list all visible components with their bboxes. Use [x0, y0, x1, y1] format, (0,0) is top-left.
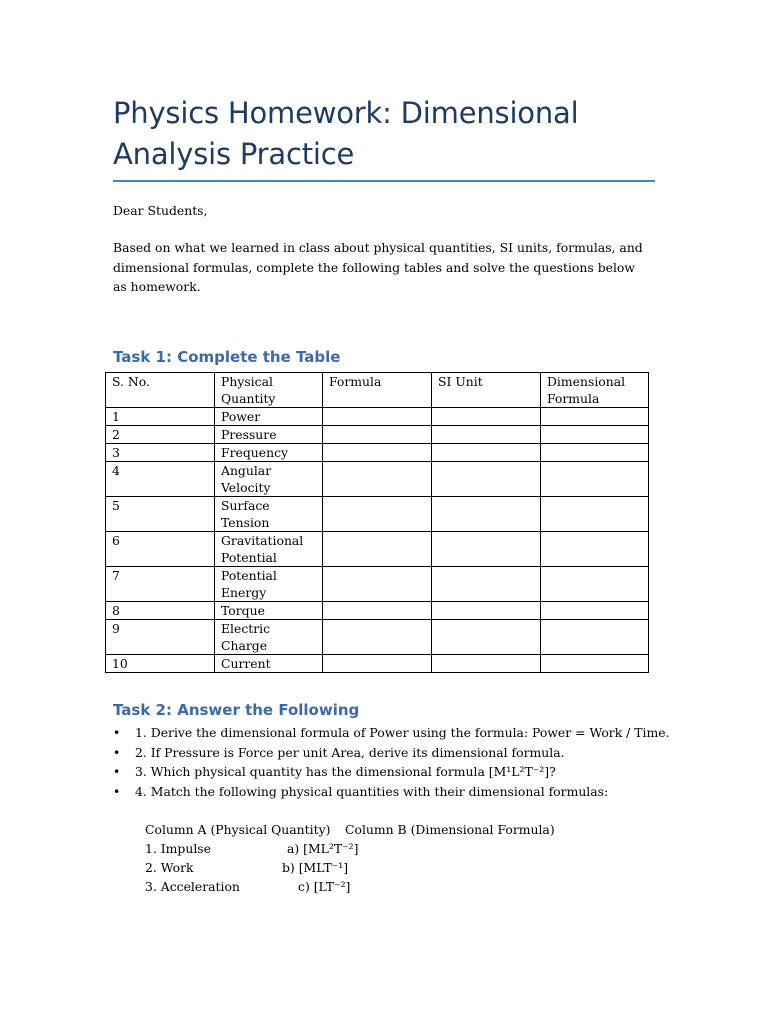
- cell-formula-blank[interactable]: [323, 497, 432, 532]
- column-a-item: 3. Acceleration: [145, 879, 240, 894]
- cell-quantity: Electric Charge: [215, 620, 323, 655]
- cell-sno: 1: [106, 408, 215, 426]
- cell-si-unit-blank[interactable]: [432, 620, 541, 655]
- col-header-quantity: Physical Quantity: [215, 373, 323, 408]
- task1-heading: Task 1: Complete the Table: [113, 348, 341, 366]
- col-header-si-unit: SI Unit: [432, 373, 541, 408]
- cell-quantity: Frequency: [215, 444, 323, 462]
- bullet-icon: •: [113, 783, 121, 799]
- table-row: [106, 444, 649, 462]
- cell-formula-blank[interactable]: [323, 462, 432, 497]
- cell-sno: 6: [106, 532, 215, 567]
- list-item: [113, 723, 670, 743]
- cell-dimension-blank[interactable]: [541, 426, 649, 444]
- cell-sno: 2: [106, 426, 215, 444]
- cell-quantity: Angular Velocity: [215, 462, 323, 497]
- column-b-item: a) [ML²T⁻²]: [287, 841, 359, 856]
- intro-paragraph: Based on what we learned in class about physical quantities, SI units, formulas, and dimensional formulas, complete the following tables and solve the questions below as homework.: [113, 240, 643, 294]
- cell-quantity: Gravitational Potential: [215, 532, 323, 567]
- column-a-item: 2. Work: [145, 860, 194, 875]
- cell-quantity: Current: [215, 655, 323, 673]
- cell-quantity: Potential Energy: [215, 567, 323, 602]
- cell-sno: 9: [106, 620, 215, 655]
- task2-heading: Task 2: Answer the Following: [113, 701, 360, 719]
- table-header-row: [106, 373, 649, 408]
- cell-si-unit-blank[interactable]: [432, 567, 541, 602]
- cell-sno: 7: [106, 567, 215, 602]
- cell-dimension-blank[interactable]: [541, 497, 649, 532]
- cell-dimension-blank[interactable]: [541, 444, 649, 462]
- cell-si-unit-blank[interactable]: [432, 444, 541, 462]
- column-b-item: b) [MLT⁻¹]: [282, 860, 349, 875]
- cell-sno: 8: [106, 602, 215, 620]
- cell-si-unit-blank[interactable]: [432, 655, 541, 673]
- cell-formula-blank[interactable]: [323, 408, 432, 426]
- cell-sno: 5: [106, 497, 215, 532]
- title-underline: [113, 180, 655, 182]
- table-row: [106, 532, 649, 567]
- cell-dimension-blank[interactable]: [541, 408, 649, 426]
- bullet-icon: •: [113, 744, 121, 760]
- list-item: [113, 782, 670, 802]
- cell-quantity: Power: [215, 408, 323, 426]
- col-header-dimensional-formula: Dimensional Formula: [541, 373, 649, 408]
- bullet-icon: •: [113, 764, 121, 779]
- table-row: [106, 462, 649, 497]
- cell-formula-blank[interactable]: [323, 426, 432, 444]
- question-text: 3. Which physical quantity has the dimensional formula [M¹L²T⁻²]?: [135, 764, 556, 779]
- question-text: 2. If Pressure is Force per unit Area, derive its dimensional formula.: [135, 744, 565, 760]
- cell-dimension-blank[interactable]: [541, 462, 649, 497]
- cell-si-unit-blank[interactable]: [432, 408, 541, 426]
- table-row: [106, 655, 649, 673]
- bullet-icon: •: [113, 725, 121, 740]
- cell-dimension-blank[interactable]: [541, 655, 649, 673]
- document-title: Physics Homework: Dimensional Analysis Practice: [113, 96, 579, 171]
- cell-sno: 4: [106, 462, 215, 497]
- cell-dimension-blank[interactable]: [541, 532, 649, 567]
- question-text: 1. Derive the dimensional formula of Power using the formula: Power = Work / Time.: [135, 725, 670, 740]
- list-item: [113, 743, 670, 763]
- table-row: [106, 620, 649, 655]
- table-row: [106, 426, 649, 444]
- cell-sno: 10: [106, 655, 215, 673]
- cell-si-unit-blank[interactable]: [432, 426, 541, 444]
- cell-formula-blank[interactable]: [323, 602, 432, 620]
- greeting: Dear Students,: [113, 203, 208, 218]
- question-list: [113, 723, 670, 801]
- list-item: [113, 762, 670, 782]
- cell-formula-blank[interactable]: [323, 444, 432, 462]
- cell-si-unit-blank[interactable]: [432, 602, 541, 620]
- column-b-item: c) [LT⁻²]: [298, 879, 351, 894]
- cell-si-unit-blank[interactable]: [432, 532, 541, 567]
- cell-quantity: Torque: [215, 602, 323, 620]
- cell-dimension-blank[interactable]: [541, 620, 649, 655]
- column-b-header: Column B (Dimensional Formula): [345, 822, 555, 837]
- cell-sno: 3: [106, 444, 215, 462]
- cell-si-unit-blank[interactable]: [432, 497, 541, 532]
- table-row: [106, 567, 649, 602]
- table-row: [106, 497, 649, 532]
- column-a-item: 1. Impulse: [145, 841, 211, 856]
- cell-dimension-blank[interactable]: [541, 602, 649, 620]
- cell-dimension-blank[interactable]: [541, 567, 649, 602]
- cell-si-unit-blank[interactable]: [432, 462, 541, 497]
- cell-formula-blank[interactable]: [323, 567, 432, 602]
- cell-formula-blank[interactable]: [323, 655, 432, 673]
- column-a-header: Column A (Physical Quantity): [145, 822, 331, 837]
- cell-quantity: Pressure: [215, 426, 323, 444]
- question-text: 4. Match the following physical quantities with their dimensional formulas:: [135, 783, 609, 799]
- cell-formula-blank[interactable]: [323, 532, 432, 567]
- table-row: [106, 408, 649, 426]
- cell-quantity: Surface Tension: [215, 497, 323, 532]
- cell-formula-blank[interactable]: [323, 620, 432, 655]
- table-row: [106, 602, 649, 620]
- task1-table: [105, 372, 649, 673]
- col-header-sno: S. No.: [106, 373, 215, 408]
- col-header-formula: Formula: [323, 373, 432, 408]
